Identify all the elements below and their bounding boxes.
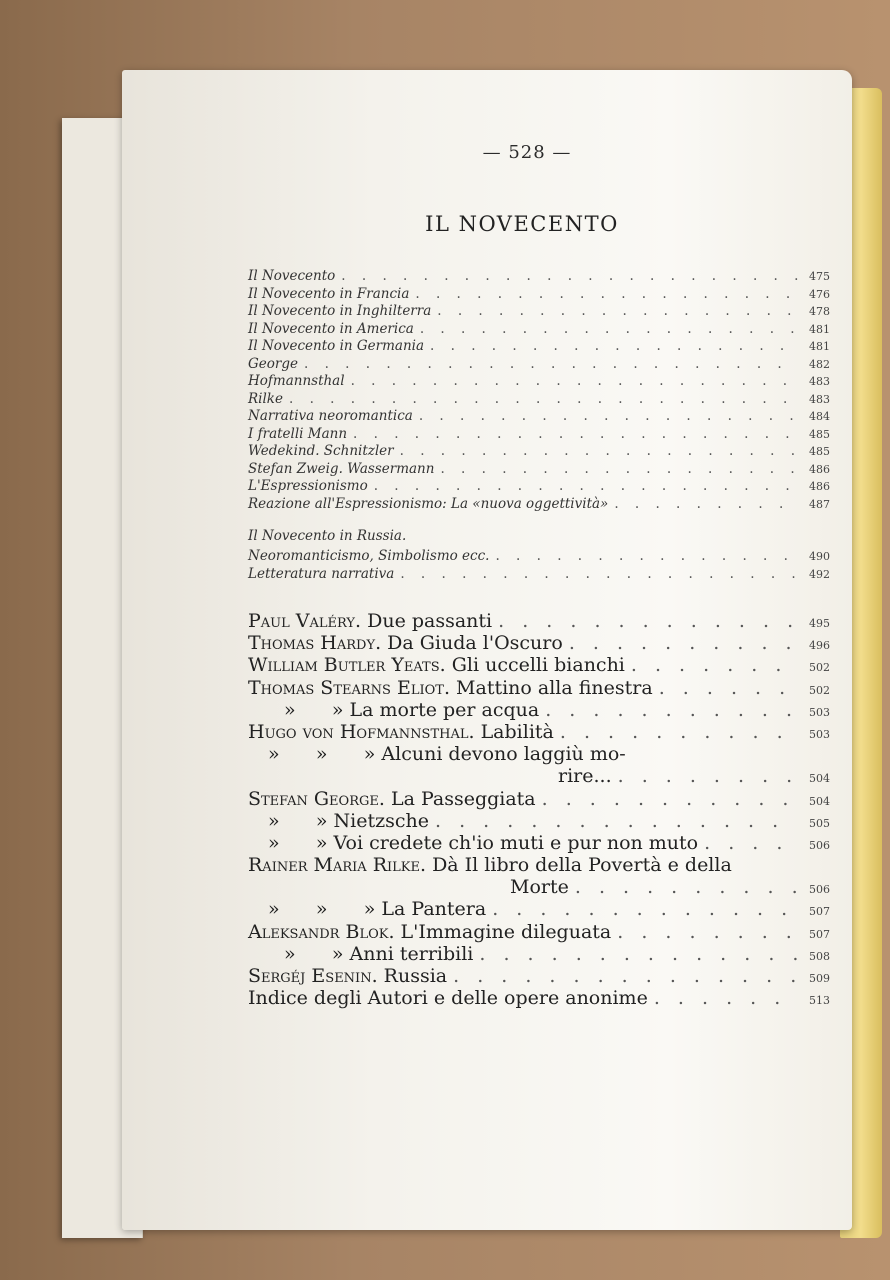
- reading-row: William Butler Yeats. Gli uccelli bianchi . . . 502: [248, 654, 838, 676]
- toc-chapters: [248, 268, 838, 513]
- toc-row: Narrativa neoromantica . . . 484: [248, 408, 838, 426]
- toc-row: Neoromanticismo, Simbolismo ecc. . . . 490: [248, 548, 838, 566]
- reading-row: » » La morte per acqua . . . 503: [248, 699, 838, 721]
- page-number: — 528 —: [482, 142, 572, 163]
- reading-row: » » Nietzsche . . . 505: [248, 810, 838, 832]
- reading-row: Sergéj Esenin. Russia . . . 509: [248, 965, 838, 987]
- toc-row: I fratelli Mann . . . 485: [248, 426, 838, 444]
- reading-row: » » » La Pantera . . . 507: [248, 898, 838, 920]
- toc-row: Reazione all'Espressionismo: La «nuova oggettività» . . . 487: [248, 496, 838, 514]
- toc-row: L'Espressionismo . . . 486: [248, 478, 838, 496]
- reading-row: Aleksandr Blok. L'Immagine dileguata . . . 507: [248, 921, 838, 943]
- toc-row: Il Novecento in America . . . 481: [248, 321, 838, 339]
- toc-row: Hofmannsthal . . . 483: [248, 373, 838, 391]
- section-title: IL NOVECENTO: [425, 212, 619, 236]
- toc-readings: [248, 610, 838, 1009]
- reading-row: rire... . . . 504: [248, 765, 838, 787]
- reading-row: Thomas Hardy. Da Giuda l'Oscuro . . . 496: [248, 632, 838, 654]
- reading-row: » » » Alcuni devono laggiù mo-: [268, 743, 626, 766]
- russia-heading: Il Novecento in Russia.: [248, 528, 407, 544]
- book-page: [122, 70, 852, 1230]
- reading-row: Rainer Maria Rilke. Dà Il libro della Povertà e della: [248, 854, 732, 877]
- reading-row: Indice degli Autori e delle opere anonime . . . 513: [248, 987, 838, 1009]
- reading-row: Stefan George. La Passeggiata . . . 504: [248, 788, 838, 810]
- toc-row: Stefan Zweig. Wassermann . . . 486: [248, 461, 838, 479]
- toc-row: Il Novecento . . . 475: [248, 268, 838, 286]
- toc-row: Il Novecento in Inghilterra . . . 478: [248, 303, 838, 321]
- reading-row: Paul Valéry. Due passanti . . . 495: [248, 610, 838, 632]
- toc-row: Letteratura narrativa . . . 492: [248, 566, 838, 584]
- reading-row: » » Voi credete ch'io muti e pur non muto . . . 506: [248, 832, 838, 854]
- toc-row: Wedekind. Schnitzler . . . 485: [248, 443, 838, 461]
- reading-row: Hugo von Hofmannsthal. Labilità . . . 503: [248, 721, 838, 743]
- reading-row: Morte . . . 506: [248, 876, 838, 898]
- toc-row: George . . . 482: [248, 356, 838, 374]
- toc-row: Rilke . . . 483: [248, 391, 838, 409]
- toc-row: Il Novecento in Francia . . . 476: [248, 286, 838, 304]
- toc-row: Il Novecento in Germania . . . 481: [248, 338, 838, 356]
- reading-row: Thomas Stearns Eliot. Mattino alla finestra . . . 502: [248, 677, 838, 699]
- toc-russia: [248, 528, 838, 583]
- reading-row: » » Anni terribili . . . 508: [248, 943, 838, 965]
